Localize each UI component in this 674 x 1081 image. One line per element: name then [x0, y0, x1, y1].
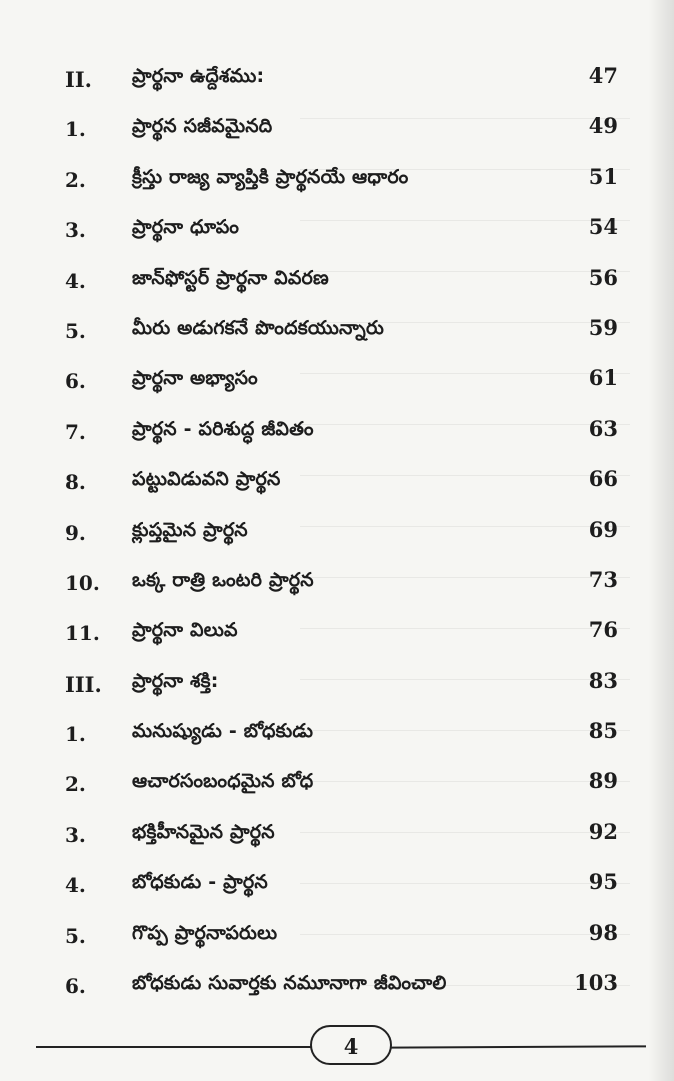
toc-number: 11.: [65, 621, 100, 646]
toc-row: [0, 509, 674, 559]
toc-row: [0, 156, 674, 206]
toc-row: [0, 912, 674, 962]
toc-page-number: 95: [588, 869, 618, 895]
toc-title: భక్తిహీనమైన ప్రార్థన: [132, 820, 275, 843]
toc-row: [0, 760, 674, 810]
toc-page-number: 83: [588, 667, 618, 693]
toc-row: [0, 609, 674, 659]
toc-number: 9.: [65, 520, 86, 545]
toc-page-number: 59: [588, 314, 618, 340]
toc-title: బోధకుడు - ప్రార్థన: [132, 871, 268, 894]
toc-page-number: 47: [588, 63, 618, 88]
toc-number: II.: [65, 67, 92, 92]
toc-title: బోధకుడు సువార్తకు నమూనాగా జీవించాలి: [132, 972, 447, 995]
toc-number: 5.: [65, 318, 86, 343]
toc-number: 4.: [65, 873, 86, 898]
toc-row: [0, 710, 674, 760]
toc-page-number: 61: [588, 365, 618, 391]
toc-title: జాన్‌ఫోస్టర్ ప్రార్థనా వివరణ: [132, 266, 329, 289]
toc-page-number: 54: [588, 214, 618, 240]
toc-title: ప్రార్థనా ధూపం: [132, 216, 240, 239]
page-number: 4: [343, 1034, 359, 1059]
toc-row: [0, 257, 674, 307]
toc-page-number: 98: [588, 919, 618, 945]
toc-title: ప్రార్థనా శక్తి:: [132, 669, 219, 692]
toc-title: గొప్ప ప్రార్థనాపరులు: [132, 921, 278, 944]
toc-title: మీరు అడుగకనే పొందకయున్నారు: [132, 316, 384, 339]
table-of-contents: [0, 55, 674, 1012]
toc-number: III.: [65, 671, 102, 697]
toc-row: [0, 307, 674, 357]
toc-number: 3.: [65, 218, 86, 243]
toc-row: [0, 559, 674, 609]
toc-number: 1.: [65, 722, 86, 747]
toc-page-number: 56: [588, 264, 618, 290]
toc-title: ప్రార్థన - పరిశుద్ధ జీవితం: [132, 417, 314, 440]
toc-page-number: 76: [588, 617, 618, 643]
toc-number: 6.: [65, 974, 86, 999]
toc-number: 2.: [65, 167, 86, 192]
toc-number: 5.: [65, 923, 86, 948]
toc-row: [0, 458, 674, 508]
toc-title: ప్రార్థనా అభ్యాసం: [132, 367, 258, 390]
toc-title: మనుష్యుడు - బోధకుడు: [132, 720, 314, 743]
toc-title: ఒక్క రాత్రి ఒంటరి ప్రార్థన: [132, 568, 314, 591]
toc-page-number: 51: [588, 163, 618, 189]
toc-number: 4.: [65, 268, 86, 293]
toc-page-number: 63: [588, 415, 618, 441]
toc-number: 3.: [65, 822, 86, 847]
toc-row: [0, 861, 674, 911]
toc-title: క్రీస్తు రాజ్య వ్యాప్తికి ప్రార్థనయే ఆధారం: [132, 165, 409, 188]
toc-row: [0, 206, 674, 256]
toc-page-number: 103: [574, 970, 618, 996]
toc-row: [0, 105, 674, 155]
toc-number: 8.: [65, 470, 86, 495]
toc-row: [0, 408, 674, 458]
toc-row: [0, 357, 674, 407]
toc-row-section-iii: [0, 660, 674, 710]
page-number-badge: [310, 1025, 392, 1065]
toc-title: ప్రార్థనా విలువ: [132, 619, 238, 642]
toc-row: [0, 811, 674, 861]
toc-page-number: 66: [588, 466, 618, 492]
toc-page-number: 89: [588, 768, 618, 794]
toc-number: 6.: [65, 369, 86, 394]
toc-number: 2.: [65, 772, 86, 797]
toc-number: 10.: [65, 570, 100, 595]
toc-page-number: 73: [588, 566, 618, 592]
toc-title: ప్రార్థనా ఉద్దేశము:: [132, 65, 265, 87]
toc-title: పట్టువిడువని ప్రార్థన: [132, 468, 281, 491]
toc-page-number: 85: [588, 718, 618, 744]
toc-title: క్లుప్తమైన ప్రార్థన: [132, 518, 248, 541]
footer-rule-left: [36, 1046, 314, 1048]
toc-number: 1.: [65, 117, 86, 142]
toc-page-number: 49: [588, 113, 618, 139]
toc-page-number: 69: [588, 516, 618, 542]
toc-row-section-ii: [0, 55, 674, 105]
toc-title: ఆచారసంబంధమైన బోధ: [132, 770, 314, 793]
footer-rule-right: [388, 1045, 646, 1048]
toc-page-number: 92: [588, 818, 618, 844]
toc-number: 7.: [65, 419, 86, 444]
toc-row: [0, 962, 674, 1012]
toc-title: ప్రార్థన సజీవమైనది: [132, 115, 273, 138]
